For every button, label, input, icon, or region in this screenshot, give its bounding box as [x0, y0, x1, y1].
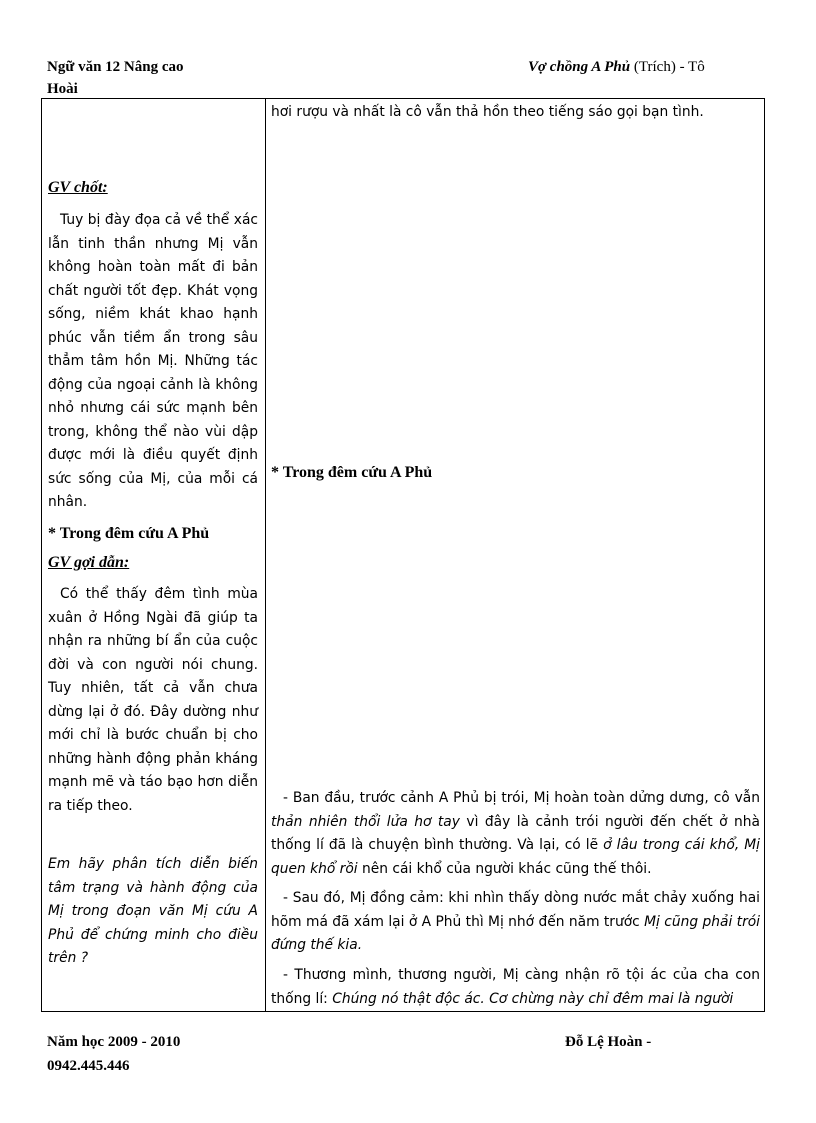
- right-section-head: * Trong đêm cứu A Phủ: [271, 464, 433, 481]
- p3-quote: Chúng nó thật độc ác. Cơ chừng này chỉ đêm mai là người: [332, 990, 734, 1007]
- gv-goi-dan-text: Có thể thấy đêm tình mùa xuân ở Hồng Ngài đã giúp ta nhận ra những bí ẩn của cuộc đời và con người nói chung. Tuy nhiên, tất cả vẫn chưa dừng lại ở đó. Đây dường như mới chỉ là bước chuẩn bị cho những hành động phản kháng mạnh mẽ và táo bạo hơn diễn ra tiếp theo.: [48, 586, 258, 814]
- footer-phone: 0942.445.446: [47, 1058, 130, 1074]
- paragraph-thuong-minh: [271, 964, 760, 1011]
- footer-school-year: Năm học 2009 - 2010: [47, 1034, 181, 1050]
- p1-text-c: nên cái khổ của người khác cũng thế thôi.: [357, 860, 652, 877]
- header-work-title: Vợ chồng A Phủ: [528, 59, 631, 75]
- p1-text-a: - Ban đầu, trước cảnh A Phủ bị trói, Mị hoàn toàn dửng dưng, cô vẫn: [283, 790, 760, 806]
- p2-quote: Mị cũng phải trói đứng thế kia.: [271, 913, 761, 953]
- question-text: Em hãy phân tích diễn biến tâm trạng và hành động của Mị trong đoạn văn Mị cứu A Phủ để chứng minh cho điều trên ?: [48, 856, 258, 966]
- footer-teacher-name: Đỗ Lệ Hoàn -: [565, 1034, 652, 1050]
- right-top-line: hơi rượu và nhất là cô vẫn thả hồn theo tiếng sáo gọi bạn tình.: [271, 104, 704, 120]
- header-author-continued: Hoài: [47, 81, 78, 97]
- column-divider: [265, 99, 266, 1011]
- p3-text: - Thương mình, thương người, Mị càng nhận rõ tội ác của cha con thống lí:: [271, 967, 760, 1007]
- gv-chot-text: Tuy bị đày đọa cả về thể xác lẫn tinh thần nhưng Mị vẫn không hoàn toàn mất đi bản chất người tốt đẹp. Khát vọng sống, niềm khát khao hạnh phúc vẫn tiềm ẩn trong sâu thẳm tâm hồn Mị. Những tác động của ngoại cảnh là không nhỏ nhưng cái sức mạnh bên trong, không thể nào vùi dập được mới là điều quyết định sức sống của Mị, của mỗi cá nhân.: [48, 212, 258, 510]
- header-course: Ngữ văn 12 Nâng cao: [47, 59, 184, 75]
- gv-chot-label: GV chốt:: [48, 179, 108, 196]
- header-left: [47, 56, 184, 100]
- left-section-head: * Trong đêm cứu A Phủ: [48, 525, 210, 542]
- header-right: [528, 56, 705, 78]
- gv-goi-dan-label: GV gợi dẫn:: [48, 554, 130, 571]
- p1-quote-a: thản nhiên thổi lửa hơ tay: [271, 813, 460, 830]
- p1-text-b: vì đây là cảnh trói người đến chết ở nhà thống lí đã là chuyện bình thường. Và lại, có lẽ: [271, 813, 760, 853]
- footer-left: [47, 1030, 180, 1078]
- paragraph-ban-dau: [271, 787, 760, 881]
- p1-quote-b: ở lâu trong cái khổ, Mị quen khổ rồi: [271, 837, 760, 877]
- p2-text: - Sau đó, Mị đồng cảm: khi nhìn thấy dòng nước mắt chảy xuống hai hõm má đã xám lại ở A Phủ thì Mị nhớ đến năm trước: [271, 890, 760, 930]
- paragraph-sau-do: [271, 887, 760, 958]
- header-work-subtitle: (Trích) - Tô: [630, 59, 705, 75]
- lesson-table: [41, 98, 765, 1012]
